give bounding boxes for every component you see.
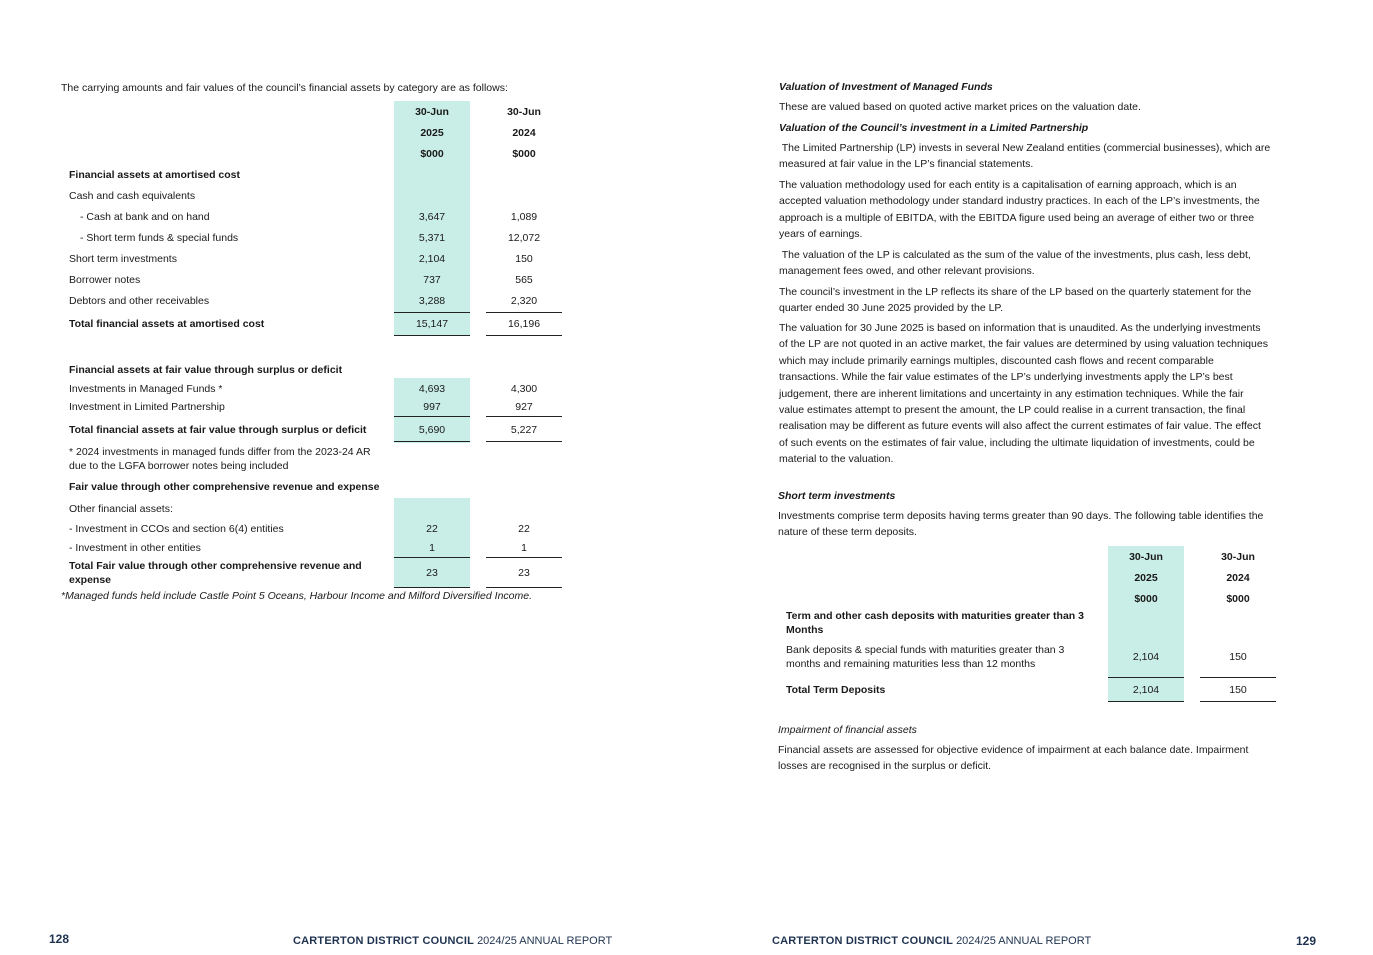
value-prior: 12,072 [507,232,541,244]
value-current: 5,371 [418,232,446,244]
footer-brand-name: CARTERTON DISTRICT COUNCIL [772,935,953,947]
total-prior: 150 [1229,684,1247,696]
section-heading: Valuation of the Council’s investment in a Limited Partnership [779,122,1089,134]
paragraph-line: management fees owed, and other relevant provisions. [779,265,1035,278]
value-current: 2,104 [1132,651,1160,663]
paragraph [779,284,1251,317]
value-prior: 4,300 [510,383,538,395]
row-label: - Investment in CCOs and section 6(4) entities [69,523,284,535]
footer-brand-name: CARTERTON DISTRICT COUNCIL [293,935,474,947]
section-heading: Financial assets at amortised cost [69,169,240,181]
paragraph-line: of such events on the estimates of fair value, including the ultimate liquidation of investments, could be [779,436,1255,449]
value-current: 997 [423,401,441,413]
row-label: Other financial assets: [69,503,173,515]
col-header-prior: 30-Jun [1221,551,1255,563]
col-header-current: $000 [1134,593,1158,605]
intro-text: The carrying amounts and fair values of the council’s financial assets by category are as follows: [61,82,508,94]
col-header-current: 30-Jun [415,106,449,118]
paragraph-line: losses are recognised in the surplus or deficit. [778,760,992,773]
total-rule [394,557,470,558]
section-heading: Short term investments [778,490,896,502]
table-heading: Months [786,624,824,636]
paragraph-line: The council’s investment in the LP reflects its share of the LP based on the quarterly statement for the [779,286,1252,298]
paragraph [779,140,1270,173]
paragraph-line: quarter ended 30 June 2025 provided by the LP. [779,302,1003,315]
paragraph-line: The Limited Partnership (LP) invests in several New Zealand entities (commercial businesses), which are [779,142,1271,154]
col-header-prior: 2024 [1226,572,1250,584]
col-header-prior: 30-Jun [507,106,541,118]
row-label: Short term investments [69,253,177,265]
col-header-prior: $000 [1226,593,1250,605]
col-header-current: 30-Jun [1129,551,1163,563]
total-rule [486,335,562,336]
paragraph [778,742,1248,775]
total-current: 23 [426,567,438,579]
section-heading: Financial assets at fair value through surplus or deficit [69,364,343,376]
total-prior: 16,196 [507,318,541,330]
total-current: 15,147 [415,318,449,330]
row-label: Bank deposits & special funds with maturities greater than 3 [786,644,1065,656]
paragraph-line: accepted valuation methodology under standard industry practices. In each of the LP’s investments, the [779,195,1260,208]
page-number-left: 128 [49,932,70,946]
total-rule [486,312,562,313]
paragraph-line: Investments comprise term deposits having terms greater than 90 days. The following table identifies the [778,510,1264,522]
note-text: due to the LGFA borrower notes being included [69,460,289,472]
total-rule [486,587,562,588]
col-header-prior: $000 [512,148,536,160]
section-heading: Impairment of financial assets [778,724,917,736]
total-rule [486,416,562,417]
total-rule [1108,677,1184,678]
total-label: Total Term Deposits [786,684,886,696]
value-prior: 927 [515,401,533,413]
paragraph-line: approach is a multiple of EBITDA, with the EBITDA figure used being an average of either two or three [779,211,1255,224]
paragraph-line: transactions. While the fair value estimates of the LP’s underlying investments apply the LP’s best [779,371,1233,384]
value-current: 2,104 [418,253,446,265]
total-rule [394,312,470,313]
value-current: 737 [423,274,441,286]
value-prior: 150 [1229,651,1247,663]
section-heading: Valuation of Investment of Managed Funds [779,81,993,93]
paragraph-line: The valuation of the LP is calculated as the sum of the value of the investments, plus cash, less debt, [779,249,1251,261]
total-rule [394,441,470,442]
footer-report-title: 2024/25 ANNUAL REPORT [477,935,613,947]
total-rule [394,335,470,336]
value-prior: 22 [518,523,530,535]
value-prior: 565 [515,274,533,286]
paragraph-line: measured at fair value in the LP’s financial statements. [779,158,1034,171]
row-label: - Investment in other entities [69,542,201,554]
value-prior: 150 [515,253,533,265]
paragraph-line: The valuation for 30 June 2025 is based on information that is unaudited. As the underlying investments [779,322,1261,334]
row-label: Investments in Managed Funds * [69,383,223,395]
section-heading: Fair value through other comprehensive revenue and expense [69,481,380,493]
footnote: *Managed funds held include Castle Point 5 Oceans, Harbour Income and Milford Diversified Income. [61,590,532,602]
value-current: 4,693 [418,383,446,395]
value-current: 3,288 [418,295,446,307]
col-header-current: 2025 [1134,572,1158,584]
total-prior: 5,227 [510,424,538,436]
value-current: 1 [429,542,435,554]
total-prior: 23 [518,567,530,579]
paragraph-line: nature of these term deposits. [778,526,917,539]
paragraph-line: of the LP are not quoted in an active market, the fair values are determined by using valuation techniques [779,338,1268,351]
row-label: Investment in Limited Partnership [69,401,225,413]
current-year-highlight [1108,546,1184,702]
total-rule [486,441,562,442]
total-rule [486,557,562,558]
total-rule [1108,701,1184,702]
value-current: 3,647 [418,211,446,223]
table-heading: Term and other cash deposits with maturities greater than 3 [786,610,1084,622]
value-current: 22 [426,523,438,535]
paragraph-line: Financial assets are assessed for objective evidence of impairment at each balance date. Impairment [778,744,1249,756]
paragraph-line: material to the valuation. [779,453,894,466]
total-rule [1200,701,1276,702]
paragraph-line: realisation may be different as future events will also affect the current estimates of fair value. The effect [779,420,1261,433]
row-label: - Cash at bank and on hand [80,211,210,223]
paragraph [779,177,1260,243]
paragraph [778,508,1263,541]
total-rule [1200,677,1276,678]
total-rule [394,587,470,588]
value-prior: 1,089 [510,211,538,223]
footer-left [293,935,612,947]
col-header-current: 2025 [420,127,444,139]
total-label: Total financial assets at fair value through surplus or deficit [69,424,367,436]
total-label: Total financial assets at amortised cost [69,318,265,330]
paragraph-line: years of earnings. [779,228,863,241]
note-text: * 2024 investments in managed funds differ from the 2023-24 AR [69,446,371,458]
row-label: Borrower notes [69,274,141,286]
col-header-prior: 2024 [512,127,536,139]
paragraph [779,320,1268,468]
paragraph-line: which may include primarily earnings multiples, discounted cash flows and recent comparable [779,354,1214,367]
row-label: Debtors and other receivables [69,295,210,307]
total-rule [394,416,470,417]
total-current: 5,690 [418,424,446,436]
total-current: 2,104 [1132,684,1160,696]
value-prior: 2,320 [510,295,538,307]
footer-report-title: 2024/25 ANNUAL REPORT [956,935,1092,947]
col-header-current: $000 [420,148,444,160]
paragraph-line: judgement, there are inherent limitations and uncertainty in any estimation techniques. While the fair [779,387,1244,400]
row-label: - Short term funds & special funds [80,232,239,244]
page-number-right: 129 [1296,934,1317,948]
total-label: expense [69,574,112,586]
paragraph: These are valued based on quoted active market prices on the valuation date. [779,101,1141,113]
footer-right [772,935,1091,947]
row-label: months and remaining maturities less than 12 months [786,658,1036,670]
paragraph-line: The valuation methodology used for each entity is a capitalisation of earning approach, which is an [779,179,1237,191]
value-prior: 1 [521,542,527,554]
row-label: Cash and cash equivalents [69,190,196,202]
paragraph-line: value estimates attempt to present the amount, the LP could realise in a current transaction, the final [779,404,1246,417]
total-label: Total Fair value through other comprehensive revenue and [69,560,362,572]
paragraph [779,247,1251,280]
